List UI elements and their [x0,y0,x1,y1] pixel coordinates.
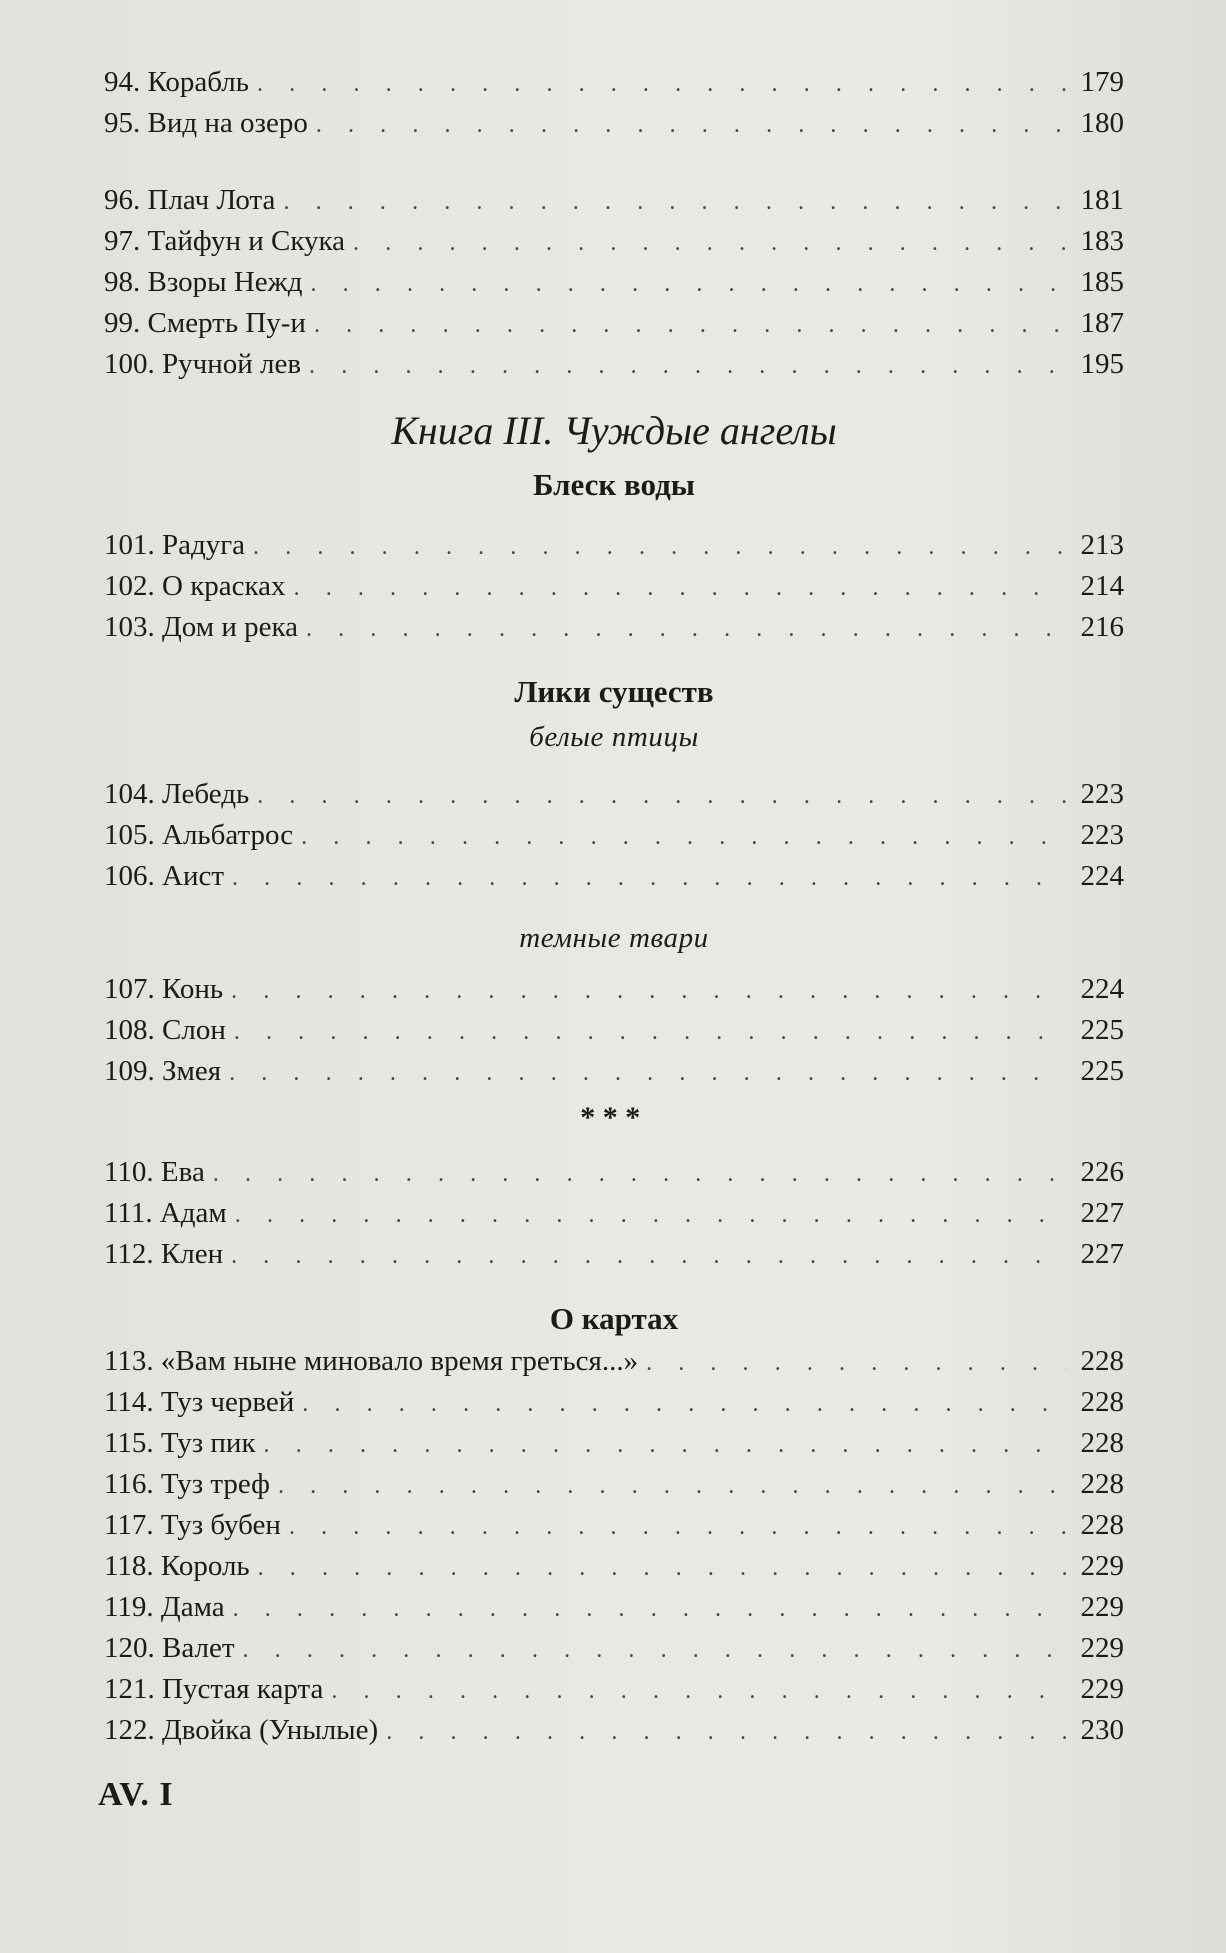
entry-page: 227 [1080,1197,1124,1229]
dot-leader [235,1195,1066,1236]
entry-page: 214 [1080,570,1124,602]
toc-entry [104,1234,1124,1275]
spacer [104,961,1124,969]
toc-entry [104,856,1124,897]
entry-title: 111. Адам [104,1197,227,1229]
entry-title: 104. Лебедь [104,778,250,810]
toc-entry [104,221,1124,262]
toc-entry [104,344,1124,385]
entry-page: 228 [1080,1509,1124,1541]
entry-title: 118. Король [104,1550,250,1582]
entry-page: 180 [1080,107,1124,139]
separator-stars: *** [580,1101,648,1134]
toc-entry [104,180,1124,221]
dot-leader [232,858,1066,899]
toc-entry [104,1505,1124,1546]
entry-title: 115. Туз пик [104,1427,256,1459]
entry-title: 107. Конь [104,973,224,1005]
entry-title: 101. Радуга [104,529,246,561]
entry-page: 229 [1080,1632,1124,1664]
spacer [104,507,1124,525]
entry-title: 97. Тайфун и Скука [104,225,346,257]
entry-title: 113. «Вам ныне миновало время греться...» [104,1345,639,1377]
entry-title: 102. О красках [104,570,286,602]
toc-entry [104,1464,1124,1505]
entry-page: 224 [1080,860,1124,892]
dot-leader [309,346,1066,387]
entry-page: 195 [1080,348,1124,380]
dot-leader [229,1053,1066,1094]
toc-group-1 [104,62,1124,144]
toc-entry [104,774,1124,815]
entry-page: 230 [1080,1714,1124,1746]
entry-title: 100. Ручной лев [104,348,302,380]
spacer [104,1275,1124,1297]
toc-entry [104,1341,1124,1382]
spacer [104,144,1124,180]
section-title: Лики существ [514,674,714,709]
toc-entry [104,1193,1124,1234]
entry-title: 109. Змея [104,1055,222,1087]
dot-leader [253,527,1066,568]
toc-group-2 [104,180,1124,385]
entry-page: 228 [1080,1386,1124,1418]
dot-leader [294,568,1066,609]
toc-entry [104,62,1124,103]
entry-page: 227 [1080,1238,1124,1270]
toc-entry [104,1010,1124,1051]
section-entries [104,525,1124,648]
dot-leader [316,105,1066,146]
toc-entry [104,1628,1124,1669]
toc-entry [104,262,1124,303]
dot-leader [231,971,1066,1012]
dot-leader [283,182,1066,223]
entry-page: 179 [1080,66,1124,98]
entry-page: 185 [1080,266,1124,298]
entry-title: 106. Аист [104,860,225,892]
toc-entry [104,1382,1124,1423]
toc-entry [104,1152,1124,1193]
subsection-title: темные твари [519,922,709,954]
toc-entry [104,103,1124,144]
section-entries [104,774,1124,897]
entry-title: 119. Дама [104,1591,225,1623]
entry-title: 121. Пустая карта [104,1673,324,1705]
entry-page: 228 [1080,1468,1124,1500]
spacer [104,897,1124,915]
dot-leader [301,817,1066,858]
entry-title: 99. Смерть Пу-и [104,307,306,339]
entry-title: 116. Туз треф [104,1468,270,1500]
dot-leader [386,1712,1066,1753]
toc-entry [104,969,1124,1010]
toc-entry [104,1710,1124,1751]
entry-title: 98. Взоры Нежд [104,266,303,298]
entry-page: 183 [1080,225,1124,257]
dot-leader [257,776,1066,817]
entry-title: 96. Плач Лота [104,184,276,216]
dot-leader [353,223,1066,264]
section-title: О картах [549,1301,679,1336]
toc-entry [104,815,1124,856]
toc-entry [104,1423,1124,1464]
dot-leader [306,609,1066,650]
spacer [104,760,1124,774]
dot-leader [310,264,1066,305]
book-title: Книга III. Чуждые ангелы [391,408,837,453]
toc-entry [104,1587,1124,1628]
entry-page: 213 [1080,529,1124,561]
spacer [104,1136,1124,1152]
entry-title: 108. Слон [104,1014,226,1046]
section-entries [104,969,1124,1092]
section-entries [104,1341,1124,1751]
entry-page: 228 [1080,1345,1124,1377]
dot-leader [231,1236,1066,1277]
entry-page: 228 [1080,1427,1124,1459]
dot-leader [264,1425,1066,1466]
entry-page: 226 [1080,1156,1124,1188]
dot-leader [314,305,1066,346]
dot-leader [257,64,1066,105]
spacer [104,648,1124,670]
toc-entry [104,1669,1124,1710]
toc-entry [104,1051,1124,1092]
entry-title: 112. Клен [104,1238,224,1270]
entry-page: 216 [1080,611,1124,643]
entry-page: 187 [1080,307,1124,339]
entry-title: 120. Валет [104,1632,235,1664]
toc-group-3 [104,1152,1124,1275]
entry-page: 181 [1080,184,1124,216]
entry-title: 110. Ева [104,1156,205,1188]
signature-mark: AV. I [98,1776,174,1813]
dot-leader [331,1671,1066,1712]
toc-entry [104,1546,1124,1587]
dot-leader [233,1589,1066,1630]
toc-entry [104,525,1124,566]
dot-leader [289,1507,1066,1548]
entry-title: 105. Альбатрос [104,819,294,851]
entry-page: 229 [1080,1550,1124,1582]
dot-leader [234,1012,1066,1053]
dot-leader [243,1630,1067,1671]
table-of-contents [104,62,1124,1751]
toc-entry [104,607,1124,648]
entry-page: 225 [1080,1014,1124,1046]
subsection-title: белые птицы [529,721,699,753]
entry-title: 95. Вид на озеро [104,107,308,139]
dot-leader [213,1154,1066,1195]
entry-page: 223 [1080,819,1124,851]
entry-title: 94. Корабль [104,66,249,98]
entry-title: 114. Туз червей [104,1386,295,1418]
entry-title: 103. Дом и река [104,611,298,643]
toc-entry [104,303,1124,344]
dot-leader [278,1466,1066,1507]
dot-leader [258,1548,1066,1589]
dot-leader [302,1384,1066,1425]
entry-page: 223 [1080,778,1124,810]
entry-title: 122. Двойка (Унылые) [104,1714,379,1746]
entry-page: 225 [1080,1055,1124,1087]
entry-page: 229 [1080,1673,1124,1705]
section-title: Блеск воды [532,467,695,502]
entry-title: 117. Туз бубен [104,1509,281,1541]
toc-entry [104,566,1124,607]
entry-page: 229 [1080,1591,1124,1623]
entry-page: 224 [1080,973,1124,1005]
dot-leader [646,1343,1066,1384]
